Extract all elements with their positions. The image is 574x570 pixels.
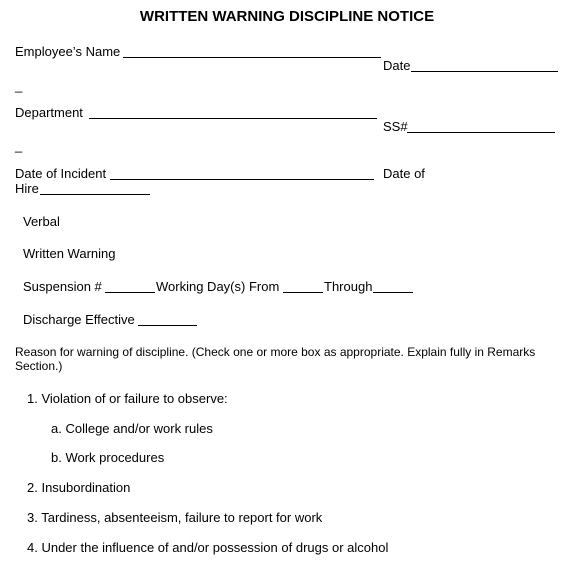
- discharge-effective-field[interactable]: [138, 325, 197, 326]
- list-item[interactable]: 1. Violation of or failure to observe:: [27, 391, 228, 406]
- list-item[interactable]: 2. Insubordination: [27, 480, 131, 495]
- working-days-from-label: Working Day(s) From: [156, 279, 280, 294]
- ss-field[interactable]: [407, 132, 555, 133]
- dash-mark: _: [15, 78, 23, 93]
- date-label: Date: [383, 58, 411, 73]
- discharge-effective-label: Discharge Effective: [23, 312, 135, 327]
- suspension-label: Suspension #: [23, 279, 102, 294]
- list-item[interactable]: 4. Under the influence of and/or possession of drugs or alcohol: [27, 540, 389, 555]
- date-of-incident-label: Date of Incident: [15, 166, 107, 181]
- hire-label: Hire: [15, 181, 39, 196]
- employee-name-label: Employee’s Name: [15, 44, 121, 59]
- page-title: WRITTEN WARNING DISCIPLINE NOTICE: [139, 8, 435, 25]
- employee-name-field[interactable]: [123, 57, 381, 58]
- reason-instructions: Reason for warning of discipline. (Check one or more box as appropriate. Explain fully in Remarks Section.): [15, 345, 536, 373]
- date-of-hire-field[interactable]: [40, 194, 150, 195]
- ss-label: SS#: [383, 119, 408, 134]
- through-field[interactable]: [373, 292, 413, 293]
- department-field[interactable]: [89, 118, 377, 119]
- date-of-incident-field[interactable]: [110, 179, 374, 180]
- list-item[interactable]: 3. Tardiness, absenteeism, failure to report for work: [27, 510, 323, 525]
- list-item[interactable]: a. College and/or work rules: [51, 421, 213, 436]
- verbal-option[interactable]: Verbal: [23, 214, 60, 229]
- suspension-number-field[interactable]: [105, 292, 155, 293]
- working-days-from-field[interactable]: [283, 292, 323, 293]
- dash-mark: _: [15, 138, 23, 153]
- list-item[interactable]: b. Work procedures: [51, 450, 165, 465]
- date-field[interactable]: [411, 71, 558, 72]
- through-label: Through: [324, 279, 373, 294]
- written-warning-option[interactable]: Written Warning: [23, 246, 116, 261]
- department-label: Department: [15, 105, 83, 120]
- date-of-hire-label: Date of: [383, 166, 425, 181]
